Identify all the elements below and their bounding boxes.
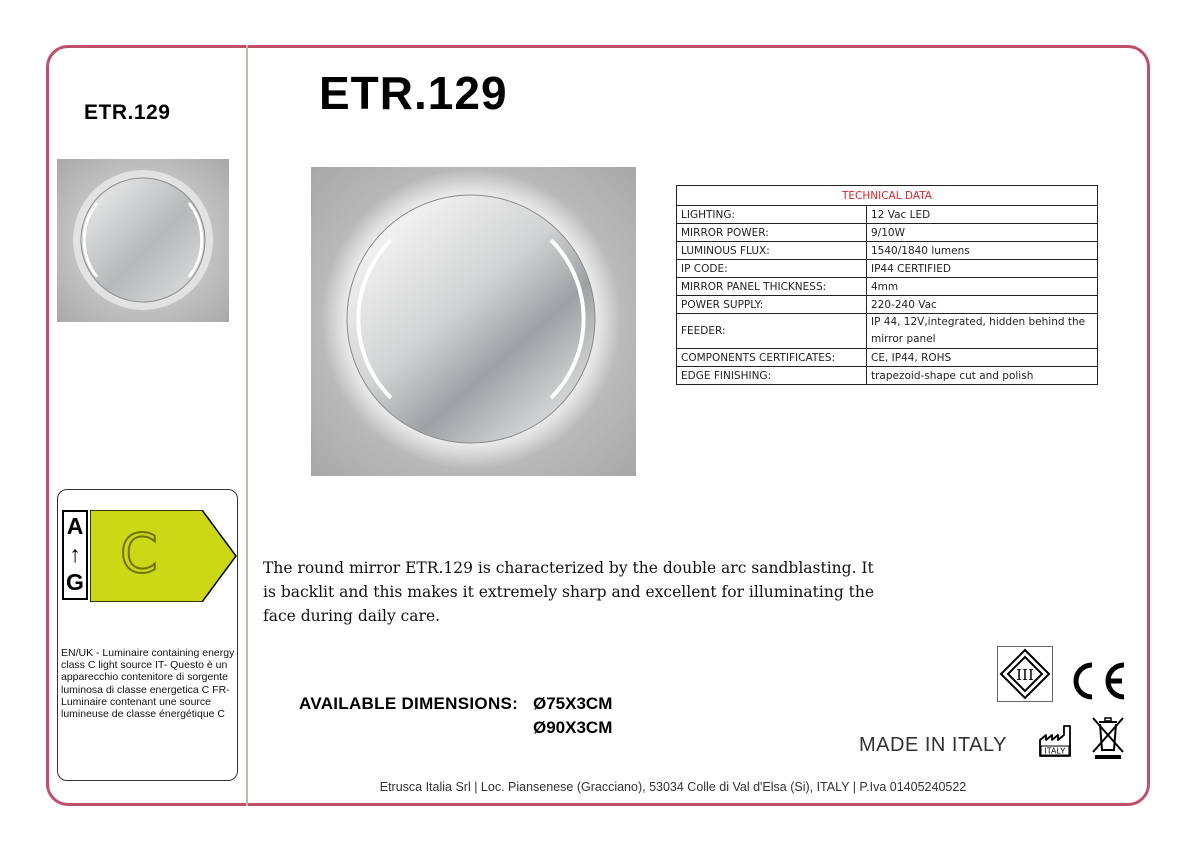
table-row [677,367,1098,385]
spec-value: IP 44, 12V,integrated, hidden behind the mirror panel [867,314,1098,349]
ce-text: CE [1066,659,1068,660]
dimension-size: Ø90X3CM [533,718,613,737]
table-row [677,260,1098,278]
energy-scale-top: A [66,513,84,539]
dimensions-label: AVAILABLE DIMENSIONS: [299,694,519,713]
technical-data-header: TECHNICAL DATA [677,186,1098,206]
weee-crossed-bin-icon [1091,716,1125,760]
spec-value: 1540/1840 lumens [867,242,1098,260]
factory-icon [1038,722,1076,758]
energy-scale-arrow: ↑ [69,541,81,567]
spec-value: 9/10W [867,224,1098,242]
spec-value: CE, IP44, ROHS [867,349,1098,367]
table-row [677,224,1098,242]
spec-label: LIGHTING: [677,206,867,224]
made-in-italy-text: MADE IN ITALY [859,734,1008,756]
company-footer: Etrusca Italia Srl | Loc. Piansenese (Gracciano), 53034 Colle di Val d'Elsa (Si), ITALY | P.Iva 01405240522 [379,780,967,794]
spec-value: 4mm [867,278,1098,296]
spec-value: 12 Vac LED [867,206,1098,224]
table-header-row [677,186,1098,206]
table-row [677,296,1098,314]
table-row [677,314,1098,349]
class-iii-safety-icon [997,646,1053,702]
spec-value: trapezoid-shape cut and polish [867,367,1098,385]
energy-class-letter: C [120,522,158,585]
spec-label: EDGE FINISHING: [677,367,867,385]
spec-label: FEEDER: [677,314,867,349]
spec-label: COMPONENTS CERTIFICATES: [677,349,867,367]
table-row [677,278,1098,296]
spec-label: MIRROR PANEL THICKNESS: [677,278,867,296]
dimension-size: Ø75X3CM [533,694,613,713]
spec-value: 220-240 Vac [867,296,1098,314]
factory-label: ITALY [1044,746,1066,756]
energy-label-box [57,489,238,781]
table-row [677,242,1098,260]
table-row [677,349,1098,367]
technical-data-table [676,185,1098,385]
energy-class-arrow [90,510,238,602]
energy-scale [62,510,88,600]
spec-label: IP CODE: [677,260,867,278]
ce-mark-icon [1066,659,1128,703]
mirror-thumbnail-image [57,159,229,322]
spec-label: MIRROR POWER: [677,224,867,242]
page-title: ETR.129 [319,67,508,119]
spec-label: POWER SUPPLY: [677,296,867,314]
class-iii-label: III [1016,666,1034,684]
mirror-product-image [311,167,636,476]
energy-class-description: EN/UK - Luminaire containing energy class C light source IT- Questo è un apparecchio contenitore di sorgente luminosa di classe energetica C FR- Luminaire contenant une source lumineuse de classe énergétique C [61,647,235,721]
sidebar-product-code: ETR.129 [84,101,171,124]
spec-value: IP44 CERTIFIED [867,260,1098,278]
product-description: The round mirror ETR.129 is characterized by the double arc sandblasting. It is backlit and this makes it extremely sharp and excellent for illuminating the face during daily care. [263,559,875,625]
spec-label: LUMINOUS FLUX: [677,242,867,260]
table-row [677,206,1098,224]
sidebar-divider [246,45,248,806]
energy-scale-bottom: G [66,569,84,595]
